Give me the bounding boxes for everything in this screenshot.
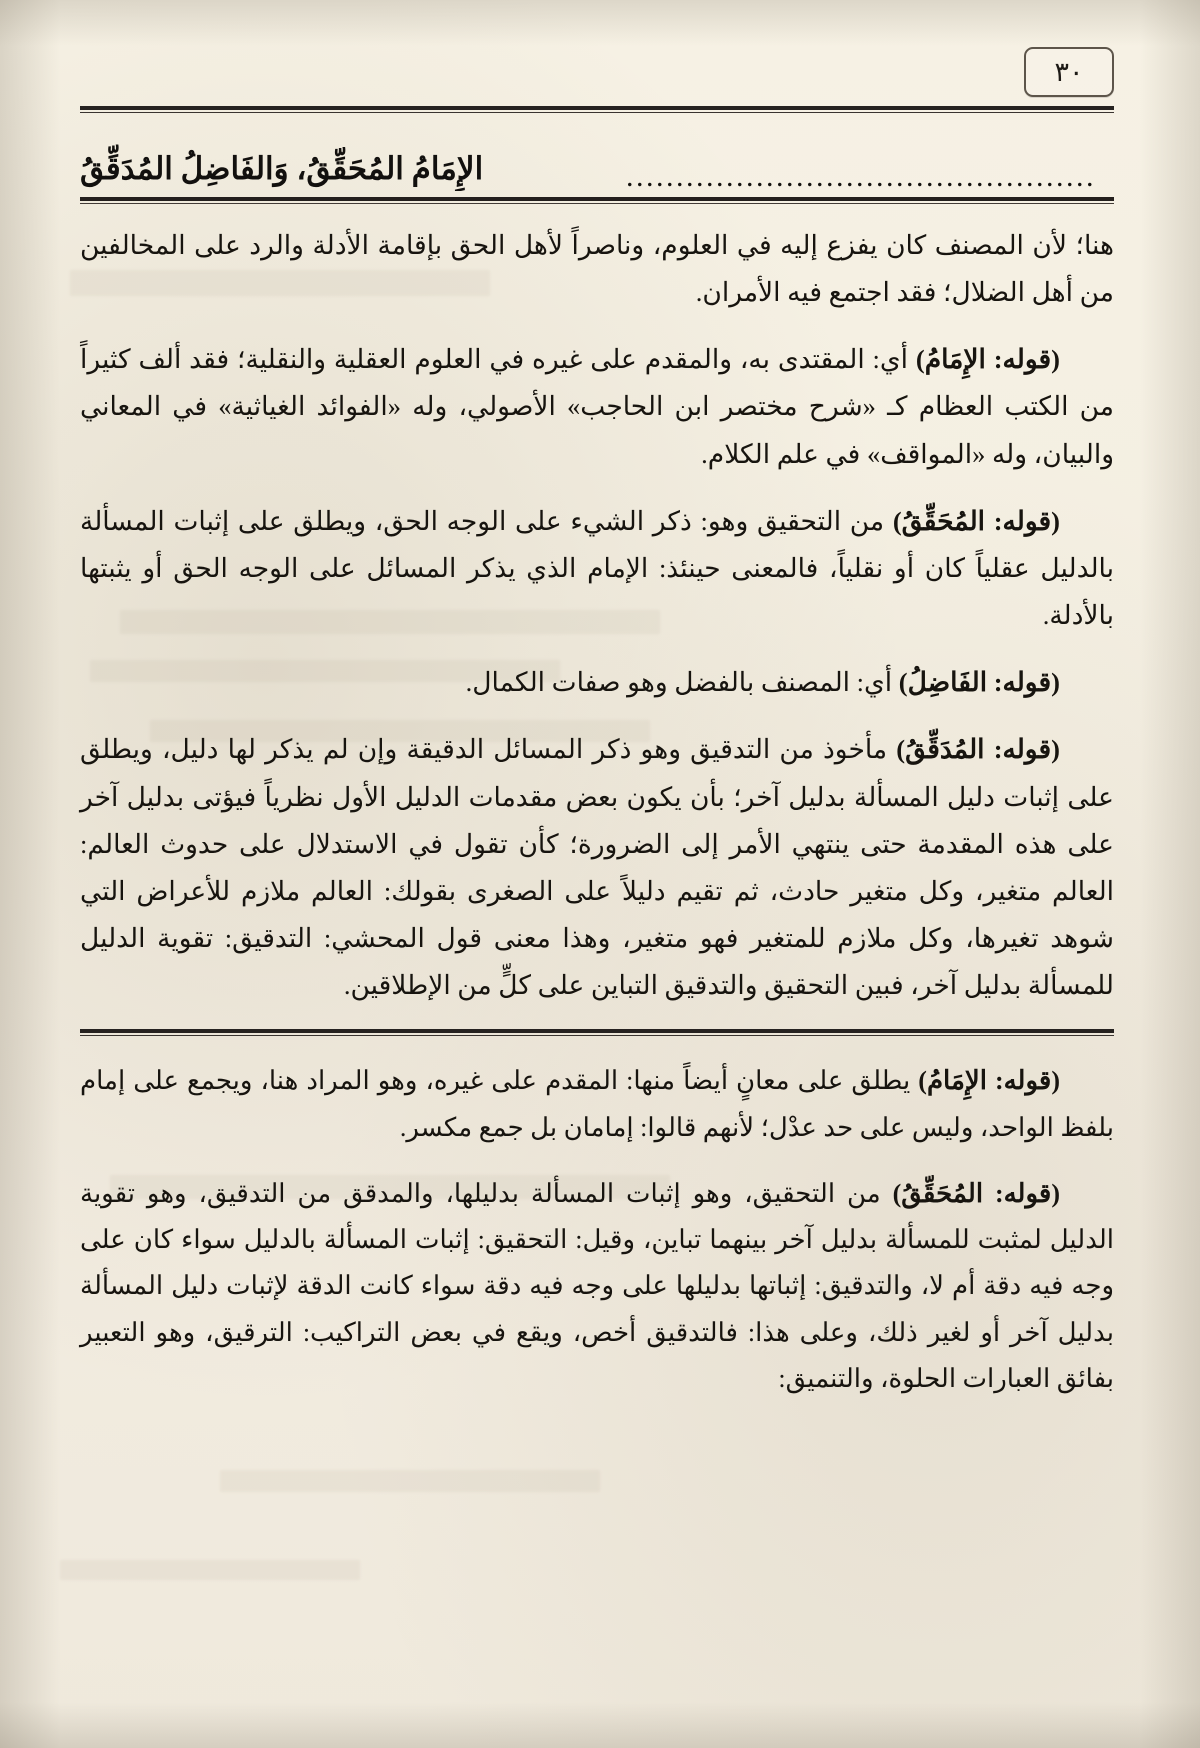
lemma-heading: (قوله: الفَاضِلُ) bbox=[898, 667, 1060, 698]
lemma-heading: (قوله: الإِمَامُ) bbox=[915, 344, 1061, 375]
paragraph: (قوله: الفَاضِلُ) أي: المصنف بالفضل وهو صفات الكمال. bbox=[465, 667, 1060, 698]
lemma-heading: (قوله: الإِمَامُ) bbox=[918, 1066, 1060, 1096]
paragraph: (قوله: المُحَقِّقُ) من التحقيق وهو: ذكر الشيء على الوجه الحق، ويطلق على إثبات المسألة بالدليل عقلياً كان أو نقلياً، فالمعنى حينئذ: الإمام الذي يذكر المسائل على الوجه الحق أو يثبتها بالأدلة. bbox=[80, 505, 1114, 631]
catchline-divider-rule bbox=[80, 197, 1114, 204]
catchline-title: الإِمَامُ المُحَقِّقُ، وَالفَاضِلُ المُدَقِّقُ bbox=[80, 151, 484, 186]
lemma-heading: (قوله: المُحَقِّقُ) bbox=[892, 1178, 1060, 1208]
page-number-row bbox=[80, 44, 1114, 100]
hashiya-divider-rule bbox=[80, 1029, 1114, 1036]
page-edge-shadow-bottom bbox=[0, 1702, 1200, 1748]
paragraph: (قوله: المُحَقِّقُ) من التحقيق، وهو إثبات المسألة بدليلها، والمدقق من التدقيق، وهو تقوية الدليل لمثبت للمسألة بدليل آخر بينهما تباين، وقيل: التحقيق: إثبات المسألة بالدليل سواء كان على وجه فيه دقة أم لا، والتدقيق: إثباتها بدليلها على وجه فيه دقة سواء كانت الدقة لإثبات دليل المسألة بدليل آخر أو لغير ذلك، وعلى هذا: فالتدقيق أخص، ويقع في بعض التراكيب: الترقيق، وهو التعبير بفائق العبارات الحلوة، والتنميق: bbox=[80, 1178, 1114, 1393]
paragraph: (قوله: المُدَقِّقُ) مأخوذ من التدقيق وهو ذكر المسائل الدقيقة وإن لم يذكر لها دليل، ويطلق على إثبات دليل المسألة بدليل آخر؛ بأن يكون بعض مقدمات الدليل الأول نظرياً فيؤتى بدليل آخر على هذه المقدمة حتى ينتهي الأمر إلى الضرورة؛ كأن تقول في الاستدلال على حدوث العالم: العالم متغير، وكل متغير حادث، ثم تقيم دليلاً على الصغرى بقولك: العالم ملازم للأعراض التي شوهد تغيرها، وكل ملازم للمتغير فهو متغير، وهذا معنى قول المحشي: التدقيق: تقوية الدليل للمسألة بدليل آخر، فبين التحقيق والتدقيق التباين على كلٍّ من الإطلاقين. bbox=[80, 734, 1114, 1001]
catchline bbox=[80, 113, 1114, 191]
paragraph: هنا؛ لأن المصنف كان يفزع إليه في العلوم، وناصراً لأهل الحق بإقامة الأدلة والرد على المخالفين من أهل الضلال؛ فقد اجتمع فيه الأمران. bbox=[80, 230, 1114, 308]
lemma-heading: (قوله: المُحَقِّقُ) bbox=[892, 505, 1061, 536]
hashiya-section bbox=[80, 1036, 1114, 1402]
top-divider-rule bbox=[80, 106, 1114, 113]
paragraph: (قوله: الإِمَامُ) يطلق على معانٍ أيضاً منها: المقدم على غيره، وهو المراد هنا، ويجمع على إمام بلفظ الواحد، وليس على حد عدْل؛ لأنهم قالوا: إمامان بل جمع مكسر. bbox=[80, 1066, 1114, 1142]
paper-showthrough bbox=[220, 1470, 600, 1492]
catchline-leader-dots: ............................................... bbox=[626, 166, 1096, 187]
paper-showthrough bbox=[60, 1560, 360, 1580]
paragraph: (قوله: الإِمَامُ) أي: المقتدى به، والمقدم على غيره في العلوم العقلية والنقلية؛ فقد ألف كثيراً من الكتب العظام كـ «شرح مختصر ابن الحاجب» الأصولي، وله «الفوائد الغياثية» في المعاني والبيان، وله «المواقف» في علم الكلام. bbox=[80, 344, 1114, 469]
main-body bbox=[80, 204, 1114, 1009]
page-number: ٣٠ bbox=[1024, 47, 1114, 97]
spacer bbox=[80, 1009, 1114, 1023]
lemma-heading: (قوله: المُدَقِّقُ) bbox=[896, 734, 1060, 765]
